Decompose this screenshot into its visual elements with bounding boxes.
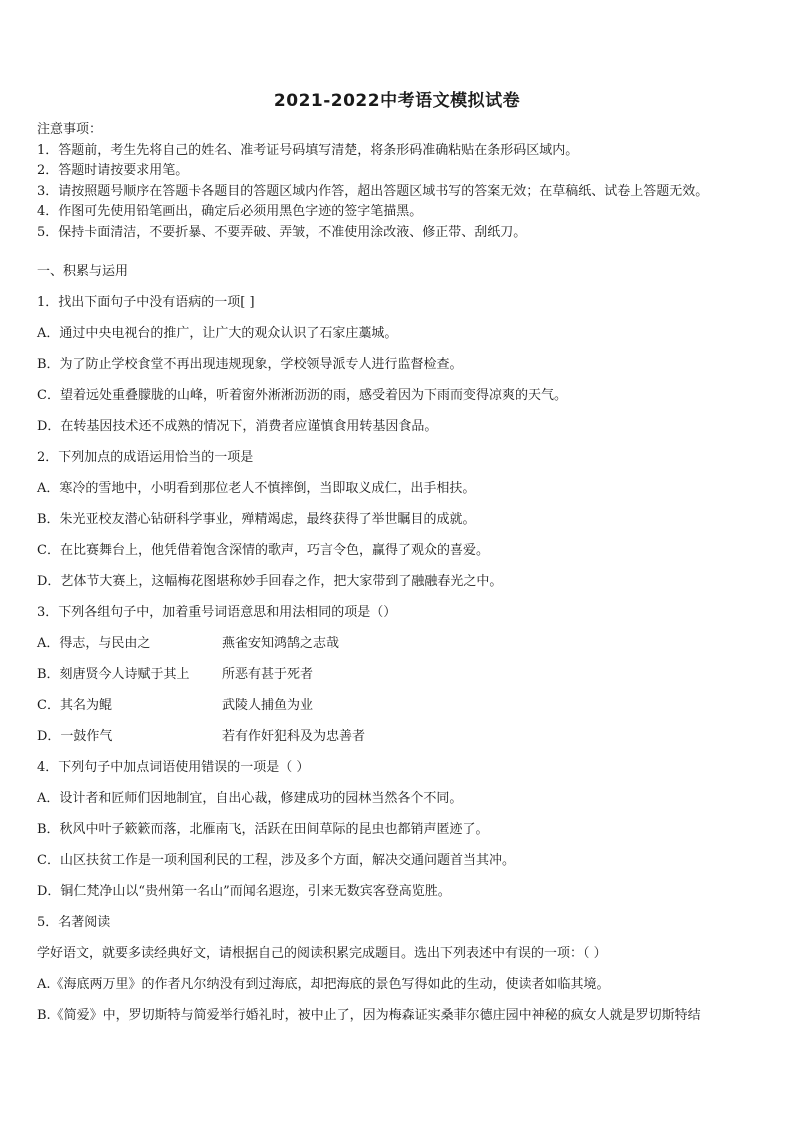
notice-item: 3．请按照题号顺序在答题卡各题目的答题区域内作答，超出答题区域书写的答案无效；在草稿纸、试卷上答题无效。 (37, 183, 709, 199)
option-left: C．其名为鲲 (37, 698, 112, 713)
question-option: D．艺体节大赛上，这幅梅花图堪称妙手回春之作，把大家带到了融融春光之中。 (37, 574, 503, 589)
question-option: B.《简爱》中，罗切斯特与简爱举行婚礼时，被中止了，因为梅森证实桑菲尔德庄园中神秘的疯女人就是罗切斯特结 (37, 1008, 701, 1023)
exam-title: 2021-2022中考语文模拟试卷 (273, 91, 521, 111)
option-right: 燕雀安知鸿鹄之志哉 (222, 636, 340, 651)
option-right: 武陵人捕鱼为业 (222, 698, 314, 713)
question-option: B．秋风中叶子簌簌而落，北雁南飞，活跃在田间草际的昆虫也都销声匿迹了。 (37, 822, 489, 837)
notice-item: 5．保持卡面清洁，不要折暴、不要弄破、弄皱，不准使用涂改液、修正带、刮纸刀。 (37, 224, 527, 240)
option-right: 若有作奸犯科及为忠善者 (222, 729, 366, 744)
question-stem: 5．名著阅读 (37, 915, 111, 930)
question-stem: 3．下列各组句子中，加着重号词语意思和用法相同的项是（） (37, 605, 397, 620)
question-stem: 4．下列句子中加点词语使用错误的一项是（ ） (37, 760, 310, 775)
question-stem: 2．下列加点的成语运用恰当的一项是 (37, 450, 254, 465)
question-option-pair (37, 634, 777, 665)
question-option: A．设计者和匠师们因地制宜，自出心裁，修建成功的园林当然各个不同。 (37, 791, 463, 806)
question-option: C．在比赛舞台上，他凭借着饱含深情的歌声，巧言令色，赢得了观众的喜爱。 (37, 543, 489, 558)
notice-item: 1．答题前，考生先将自己的姓名、准考证号码填写清楚，将条形码准确粘贴在条形码区域内。 (37, 142, 579, 158)
question-option: C．望着远处重叠朦胧的山峰，听着窗外淅淅沥沥的雨，感受着因为下雨而变得凉爽的天气。 (37, 388, 567, 403)
question-option: A．通过中央电视台的推广，让广大的观众认识了石家庄藁城。 (37, 326, 398, 341)
notice-item: 4．作图可先使用铅笔画出，确定后必须用黑色字迹的签字笔描黑。 (37, 204, 423, 219)
question-option: A．寒冷的雪地中，小明看到那位老人不慎摔倒，当即取义成仁，出手相扶。 (37, 481, 476, 496)
notice-item: 2．答题时请按要求用笔。 (37, 163, 189, 178)
notice-block (37, 120, 777, 243)
question-option: B．朱光亚校友潜心钻研科学事业，殚精竭虑，最终获得了举世瞩目的成就。 (37, 512, 476, 527)
question-option: A.《海底两万里》的作者凡尔纳没有到过海底，却把海底的景色写得如此的生动，使读者如临其境。 (37, 977, 610, 992)
question-stem: 1．找出下面句子中没有语病的一项[ ] (37, 295, 255, 310)
option-right: 所恶有甚于死者 (222, 667, 314, 682)
question-option: D．在转基因技术还不成熟的情况下，消费者应谨慎食用转基因食品。 (37, 419, 438, 434)
option-left: B．刻唐贤今人诗赋于其上 (37, 667, 190, 682)
option-left: A．得志，与民由之 (37, 636, 151, 651)
section-heading: 一、积累与运用 (37, 264, 129, 279)
question-intro: 学好语文，就要多读经典好文，请根据自己的阅读积累完成题目。选出下列表述中有误的一项：（ ） (37, 946, 607, 961)
question-option: D．铜仁梵净山以“贵州第一名山”而闻名遐迩，引来无数宾客登高览胜。 (37, 884, 451, 899)
notice-heading: 注意事项： (37, 122, 103, 137)
question-option: B．为了防止学校食堂不再出现违规现象，学校领导派专人进行监督检查。 (37, 357, 463, 372)
question-option-pair (37, 665, 777, 696)
questions-body (37, 262, 777, 1037)
question-option: C．山区扶贫工作是一项利国利民的工程，涉及多个方面，解决交通问题首当其冲。 (37, 853, 515, 868)
question-option-pair (37, 696, 777, 727)
option-left: D．一鼓作气 (37, 729, 113, 744)
question-option-pair (37, 727, 777, 758)
